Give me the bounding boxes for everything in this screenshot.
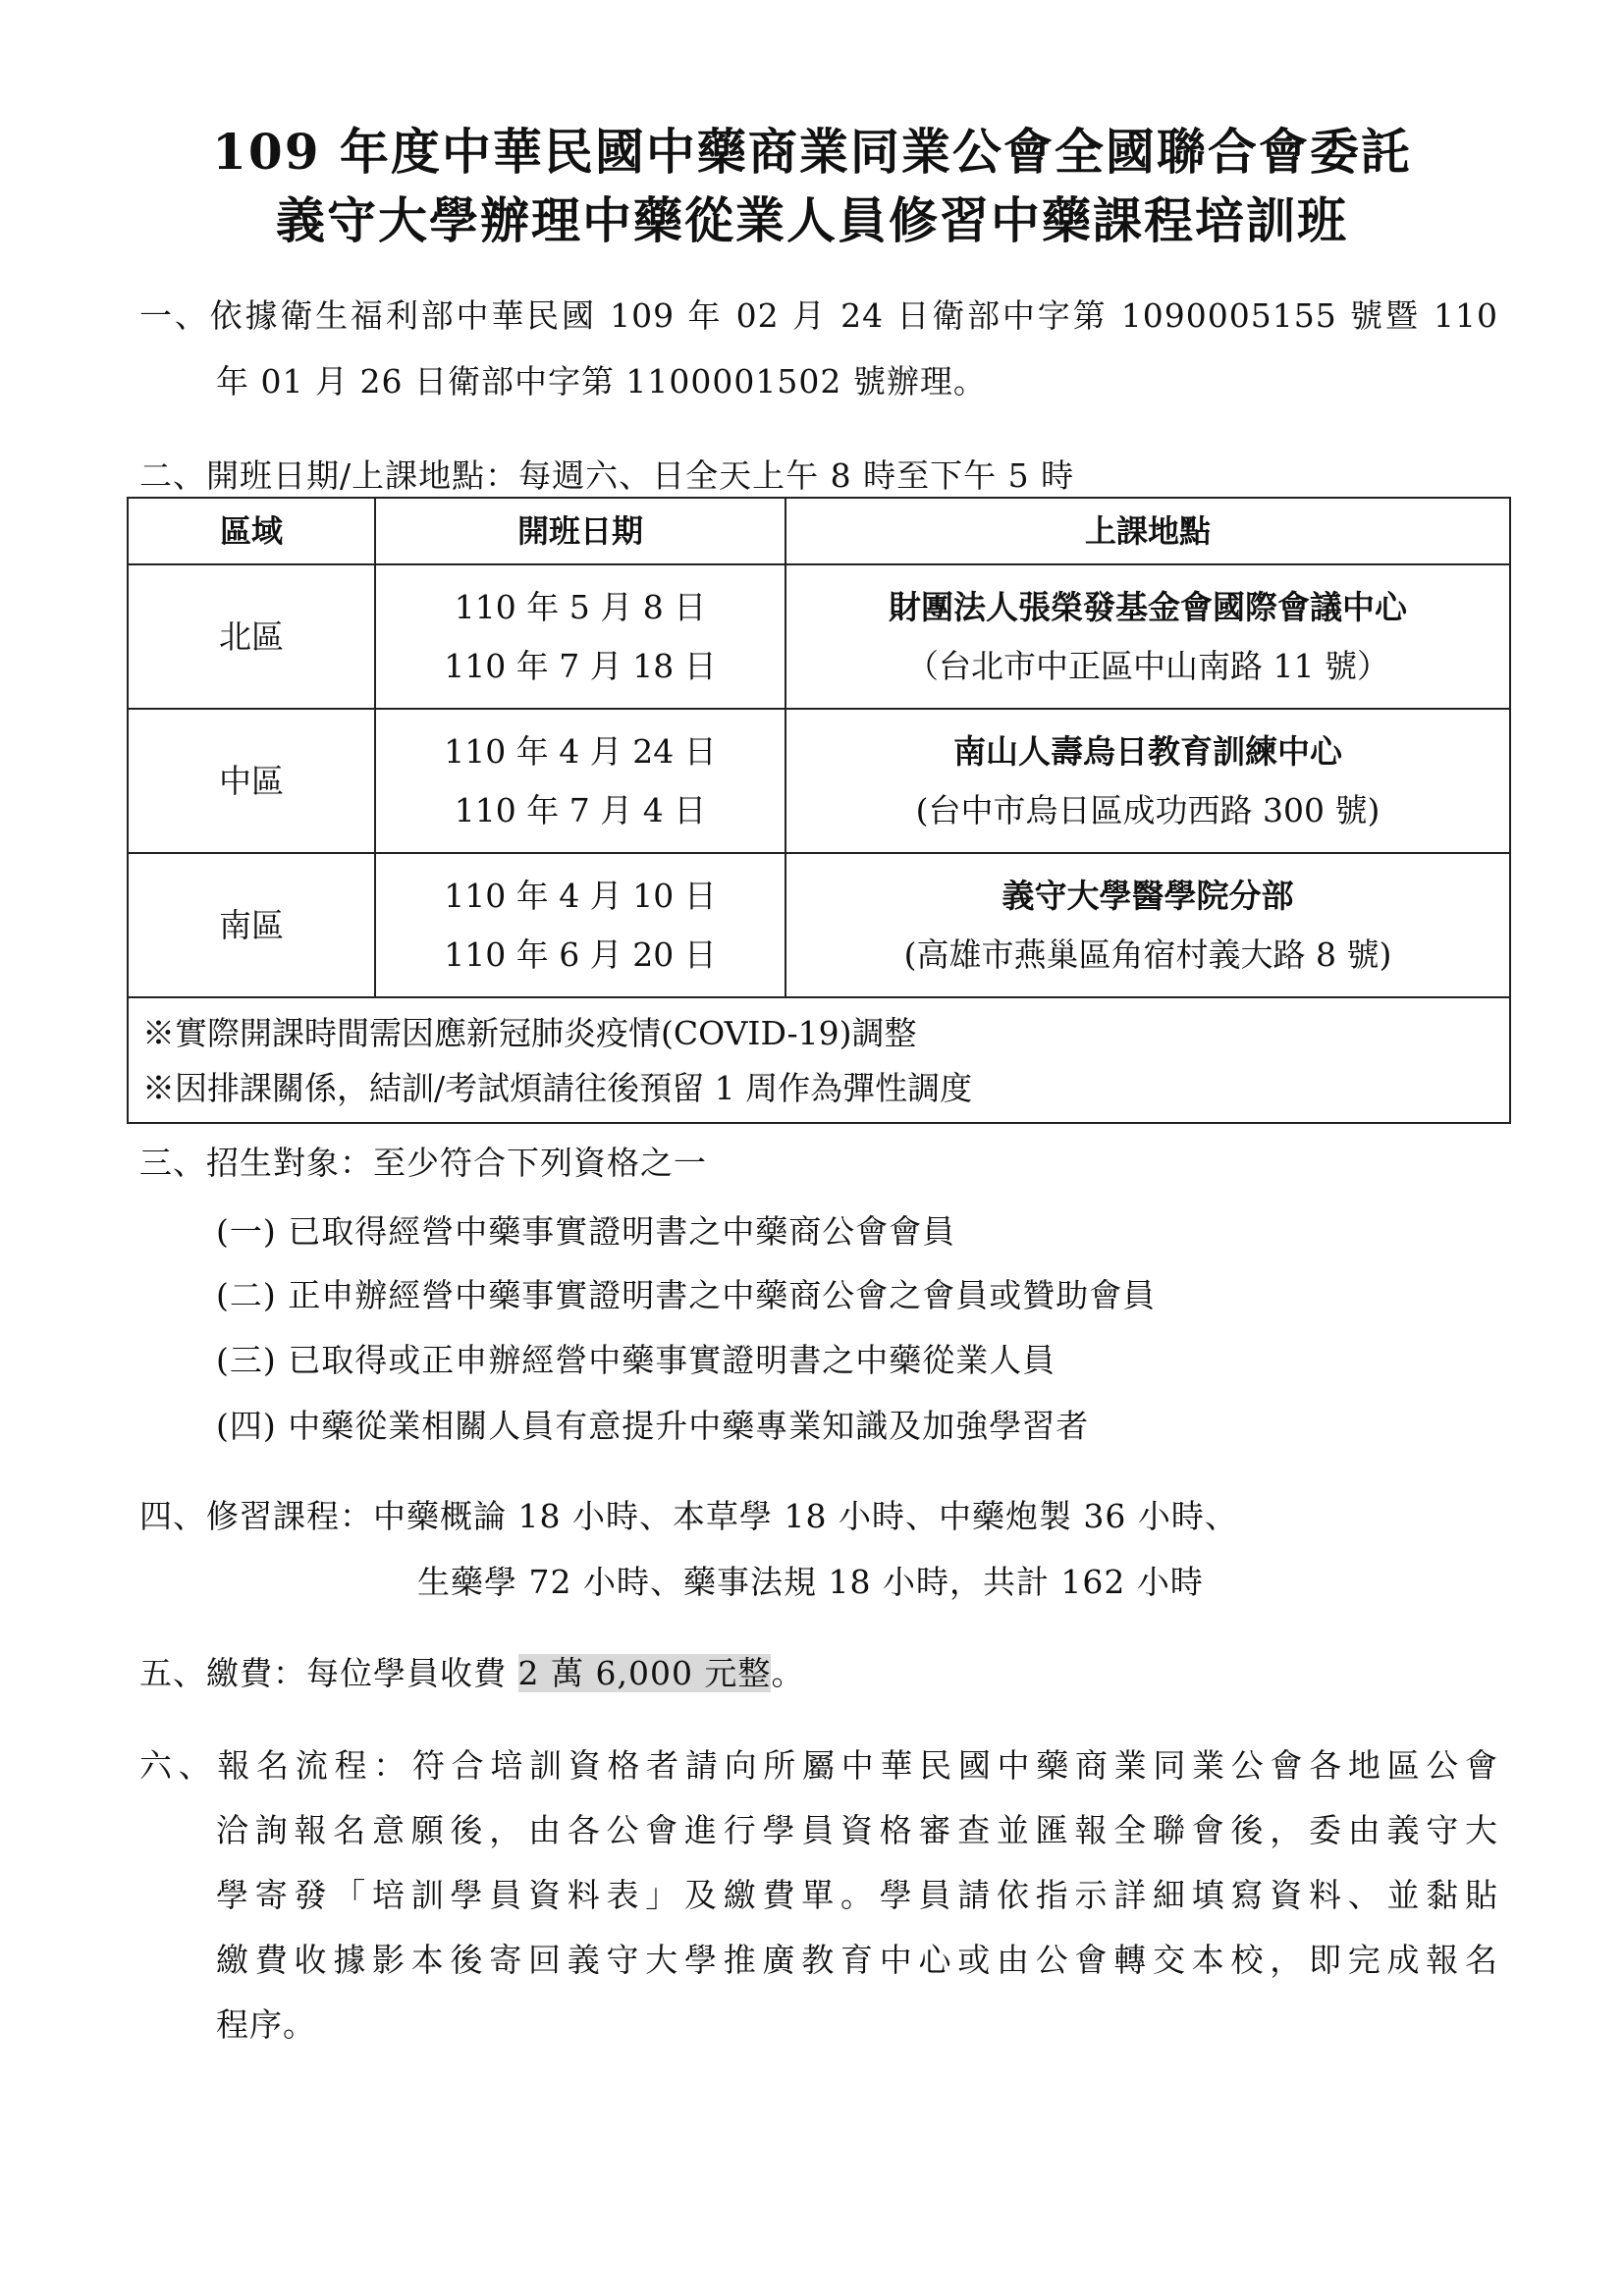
table-row	[128, 709, 1510, 853]
dates-cell	[375, 564, 785, 709]
schedule-table	[127, 497, 1511, 1124]
section1-line1	[139, 296, 1498, 335]
header-dates: 開班日期	[375, 498, 785, 564]
section6-line2	[216, 1811, 1498, 1849]
region-cell: 北區	[128, 564, 375, 709]
section3-item-2: (二) 正申辦經營中藥事實證明書之中藥商公會之會員或贊助會員	[216, 1276, 1157, 1314]
table-row	[128, 564, 1510, 709]
place-cell	[785, 564, 1510, 709]
place-name: 南山人壽烏日教育訓練中心	[953, 731, 1342, 771]
section6-line2-text: 洽詢報名意願後，由各公會進行學員資格審查並匯報全聯會後，委由義守大	[216, 1811, 1498, 1849]
date-1: 110 年 5 月 8 日	[454, 587, 707, 626]
table-notes-row	[128, 997, 1510, 1123]
fee-suffix: 。	[771, 1654, 805, 1692]
place-address: (台中市烏日區成功西路 300 號)	[915, 790, 1380, 829]
section6-line5: 程序。	[216, 2005, 316, 2044]
section6-line4-text: 繳費收據影本後寄回義守大學推廣教育中心或由公會轉交本校，即完成報名	[216, 1941, 1498, 1979]
section1-line2: 年 01 月 26 日衛部中字第 1100001502 號辦理。	[216, 362, 987, 400]
date-2: 110 年 7 月 4 日	[454, 790, 707, 829]
section3-item-1: (一) 已取得經營中藥事實證明書之中藥商公會會員	[216, 1212, 956, 1251]
header-region: 區域	[128, 498, 375, 564]
date-2: 110 年 7 月 18 日	[444, 646, 717, 685]
date-1: 110 年 4 月 24 日	[444, 731, 717, 771]
section5-fee	[139, 1654, 805, 1692]
document-title-line1: 109 年度中華民國中藥商業同業公會全國聯合會委託	[212, 123, 1412, 181]
date-2: 110 年 6 月 20 日	[444, 934, 717, 974]
date-1: 110 年 4 月 10 日	[444, 876, 717, 915]
section3-item-4: (四) 中藥從業相關人員有意提升中藥專業知識及加強學習者	[216, 1407, 1090, 1445]
table-header-row	[128, 498, 1510, 564]
place-cell	[785, 709, 1510, 853]
section4-line1: 四、修習課程：中藥概論 18 小時、本草學 18 小時、中藥炮製 36 小時、	[139, 1497, 1238, 1535]
section4-line2: 生藥學 72 小時、藥事法規 18 小時，共計 162 小時	[417, 1563, 1204, 1601]
dates-cell	[375, 709, 785, 853]
document-title-line2: 義守大學辦理中藥從業人員修習中藥課程培訓班	[276, 191, 1348, 249]
section6-line1-text: 六、報名流程：符合培訓資格者請向所屬中華民國中藥商業同業公會各地區公會	[139, 1746, 1498, 1785]
place-address: (高雄市燕巢區角宿村義大路 8 號)	[903, 934, 1392, 974]
section6-line4	[216, 1941, 1498, 1979]
header-place: 上課地點	[785, 498, 1510, 564]
section3-heading: 三、招生對象：至少符合下列資格之一	[139, 1144, 707, 1182]
fee-amount: 2 萬 6,000 元整	[517, 1654, 772, 1692]
place-name: 義守大學醫學院分部	[1001, 876, 1294, 915]
table-row	[128, 853, 1510, 997]
section6-line3-text: 學寄發「培訓學員資料表」及繳費單。學員請依指示詳細填寫資料、並黏貼	[216, 1876, 1498, 1914]
section1-line1-text: 一、依據衛生福利部中華民國 109 年 02 月 24 日衛部中字第 1090005155 號暨 110	[139, 296, 1498, 335]
fee-prefix: 五、繳費：每位學員收費	[139, 1654, 507, 1692]
note-schedule: ※因排課關係，結訓/考試煩請往後預留 1 周作為彈性調度	[142, 1069, 973, 1107]
section3-item-3: (三) 已取得或正申辦經營中藥事實證明書之中藥從業人員	[216, 1341, 1056, 1379]
dates-cell	[375, 853, 785, 997]
notes-cell	[128, 997, 1510, 1123]
section2-heading: 二、開班日期/上課地點：每週六、日全天上午 8 時至下午 5 時	[139, 456, 1075, 495]
region-cell: 南區	[128, 853, 375, 997]
place-name: 財團法人張榮發基金會國際會議中心	[889, 587, 1407, 626]
note-covid: ※實際開課時間需因應新冠肺炎疫情(COVID-19)調整	[142, 1014, 917, 1052]
section6-line1	[139, 1746, 1498, 1785]
section6-line3	[216, 1876, 1498, 1914]
region-cell: 中區	[128, 709, 375, 853]
place-cell	[785, 853, 1510, 997]
place-address: （台北市中正區中山南路 11 號）	[906, 646, 1389, 685]
